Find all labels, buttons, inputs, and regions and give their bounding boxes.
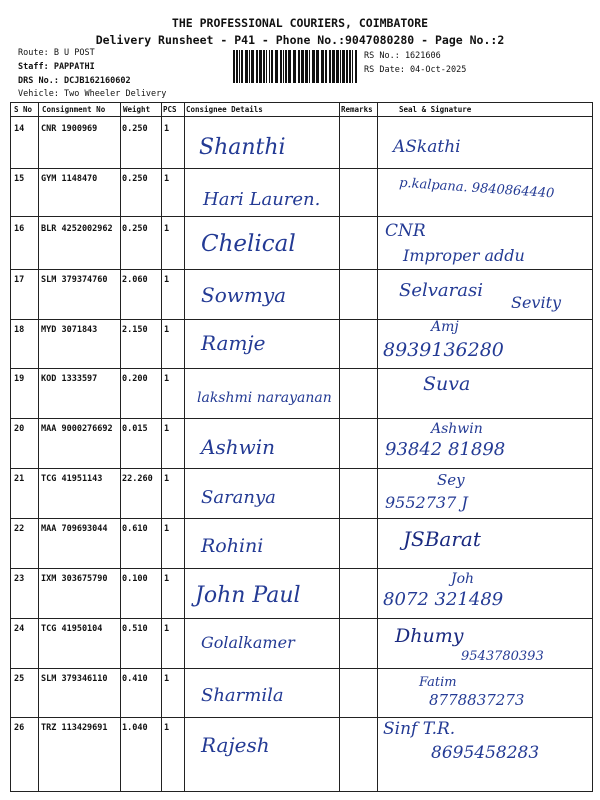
row-pcs: 1 [164, 325, 170, 335]
row-sno: 17 [14, 275, 25, 285]
barcode-bar [283, 50, 284, 83]
seal-signature: Fatim [419, 675, 457, 690]
barcode-bar [271, 50, 273, 83]
row-pcs: 1 [164, 723, 170, 733]
barcode-bar [256, 50, 258, 83]
consignee-signature: Ashwin [201, 435, 275, 459]
row-weight: 0.015 [122, 424, 148, 434]
row-weight: 0.200 [122, 374, 148, 384]
runsheet-table [10, 102, 593, 792]
row-pcs: 1 [164, 674, 170, 684]
row-consignment: IXM 303675790 [41, 574, 108, 584]
row-sno: 25 [14, 674, 25, 684]
row-sno: 22 [14, 524, 25, 534]
row-pcs: 1 [164, 174, 170, 184]
row-pcs: 1 [164, 524, 170, 534]
row-weight: 22.260 [122, 474, 153, 484]
seal-signature: p.kalpana. 9840864440 [398, 175, 555, 202]
row-sno: 14 [14, 124, 25, 134]
consignee-signature: Sharmila [201, 685, 284, 706]
barcode-bar [332, 50, 335, 83]
row-pcs: 1 [164, 124, 170, 134]
barcode-bar [312, 50, 315, 83]
row-sno: 19 [14, 374, 25, 384]
barcode-bar [321, 50, 324, 83]
row-pcs: 1 [164, 424, 170, 434]
barcode-bar [301, 50, 304, 83]
barcode-bar [236, 50, 238, 83]
barcode-bar [316, 50, 319, 83]
row-sno: 16 [14, 224, 25, 234]
barcode-bar [298, 50, 300, 83]
row-consignment: MAA 709693044 [41, 524, 108, 534]
barcode-bar [233, 50, 235, 83]
barcode-bar [342, 50, 345, 83]
row-pcs: 1 [164, 224, 170, 234]
consignee-signature: Saranya [201, 487, 276, 508]
consignee-signature: Rohini [201, 535, 264, 557]
seal-signature: Selvarasi [399, 280, 483, 301]
row-weight: 0.250 [122, 224, 148, 234]
row-consignment: SLM 379374760 [41, 275, 108, 285]
barcode-bar [309, 50, 310, 83]
barcode-bar [280, 50, 282, 83]
seal-remark: 9543780393 [461, 649, 544, 664]
seal-signature: Amj [431, 319, 459, 335]
consignee-signature: Hari Lauren. [203, 189, 321, 210]
row-weight: 0.610 [122, 524, 148, 534]
row-sno: 24 [14, 624, 25, 634]
barcode-bar [352, 50, 353, 83]
row-sno: 15 [14, 174, 25, 184]
seal-signature: ASkathi [393, 137, 461, 157]
seal-signature: Sey [437, 471, 465, 489]
barcode-bar [329, 50, 331, 83]
seal-signature: Dhumy [395, 625, 464, 647]
barcode-bar [249, 50, 250, 83]
company-title: THE PROFESSIONAL COURIERS, COIMBATORE [171, 16, 429, 30]
seal-remark: 8695458283 [431, 743, 540, 763]
barcode-bar [340, 50, 341, 83]
row-sno: 21 [14, 474, 25, 484]
row-consignment: MYD 3071843 [41, 325, 98, 335]
seal-remark: 93842 81898 [385, 439, 506, 460]
staff-label: Staff: PAPPATHI [18, 62, 95, 72]
vehicle-label: Vehicle: Two Wheeler Delivery [18, 89, 167, 99]
seal-signature: JSBarat [403, 527, 481, 551]
barcode-bar [275, 50, 278, 83]
row-consignment: BLR 4252002962 [41, 224, 113, 234]
barcode-bar [259, 50, 262, 83]
row-consignment: SLM 379346110 [41, 674, 108, 684]
consignee-signature: Ramje [201, 331, 266, 355]
row-weight: 0.410 [122, 674, 148, 684]
row-pcs: 1 [164, 624, 170, 634]
col-pcs: PCS [163, 105, 177, 114]
barcode-bar [349, 50, 351, 83]
barcode-bar [241, 50, 243, 83]
row-weight: 2.060 [122, 275, 148, 285]
col-consignee: Consignee Details [186, 105, 263, 114]
seal-signature: Sinf T.R. [383, 719, 456, 739]
barcode-bar [251, 50, 254, 83]
seal-signature: CNR [385, 221, 426, 241]
row-pcs: 1 [164, 474, 170, 484]
row-pcs: 1 [164, 574, 170, 584]
row-consignment: GYM 1148470 [41, 174, 98, 184]
seal-remark: 8778837273 [429, 691, 525, 709]
row-consignment: KOD 1333597 [41, 374, 98, 384]
rs-number: RS No.: 1621606 [364, 51, 441, 61]
barcode-bar [325, 50, 327, 83]
rs-date: RS Date: 04-Oct-2025 [364, 65, 467, 75]
barcode-bar [239, 50, 240, 83]
barcode-bar [285, 50, 287, 83]
seal-remark: 8939136280 [383, 339, 504, 361]
barcode [232, 50, 360, 83]
row-consignment: TCG 41950104 [41, 624, 103, 634]
consignee-signature: John Paul [195, 583, 301, 608]
seal-signature: Ashwin [431, 421, 483, 437]
row-consignment: CNR 1900969 [41, 124, 98, 134]
row-consignment: TCG 41951143 [41, 474, 103, 484]
row-sno: 26 [14, 723, 25, 733]
col-consignment: Consignment No [42, 105, 106, 114]
barcode-bar [263, 50, 265, 83]
col-seal: Seal & Signature [399, 105, 472, 114]
row-weight: 1.040 [122, 723, 148, 733]
barcode-bar [355, 50, 357, 83]
consignee-signature: lakshmi narayanan [197, 390, 332, 406]
consignee-signature: Chelical [201, 231, 296, 257]
barcode-bar [269, 50, 270, 83]
row-weight: 0.250 [122, 174, 148, 184]
barcode-bar [336, 50, 339, 83]
row-pcs: 1 [164, 275, 170, 285]
col-weight: Weight [123, 105, 151, 114]
consignee-signature: Rajesh [201, 733, 270, 757]
row-pcs: 1 [164, 374, 170, 384]
barcode-bar [346, 50, 348, 83]
barcode-bar [245, 50, 248, 83]
seal-remark: Improper addu [403, 246, 525, 265]
row-consignment: TRZ 113429691 [41, 723, 108, 733]
seal-remark: 8072 321489 [383, 589, 504, 610]
row-weight: 0.510 [122, 624, 148, 634]
seal-remark: 9552737 J [385, 493, 468, 512]
drs-number: DRS No.: DCJB162160602 [18, 76, 131, 86]
row-sno: 20 [14, 424, 25, 434]
seal-signature: Suva [423, 373, 471, 395]
consignee-signature: Shanthi [199, 135, 286, 160]
barcode-bar [305, 50, 308, 83]
row-sno: 18 [14, 325, 25, 335]
runsheet-subtitle: Delivery Runsheet - P41 - Phone No.:9047080280 - Page No.:2 [95, 33, 505, 47]
seal-signature: Joh [451, 571, 475, 587]
barcode-bar [293, 50, 296, 83]
row-consignment: MAA 9000276692 [41, 424, 113, 434]
row-weight: 2.150 [122, 325, 148, 335]
route-label: Route: B U POST [18, 48, 95, 58]
seal-remark: Sevity [511, 293, 562, 312]
barcode-bar [288, 50, 291, 83]
row-weight: 0.100 [122, 574, 148, 584]
consignee-signature: Golalkamer [201, 633, 295, 652]
row-sno: 23 [14, 574, 25, 584]
col-sno: S No [14, 105, 33, 114]
row-weight: 0.250 [122, 124, 148, 134]
col-remarks: Remarks [341, 105, 373, 114]
consignee-signature: Sowmya [201, 283, 287, 307]
barcode-bar [266, 50, 267, 83]
